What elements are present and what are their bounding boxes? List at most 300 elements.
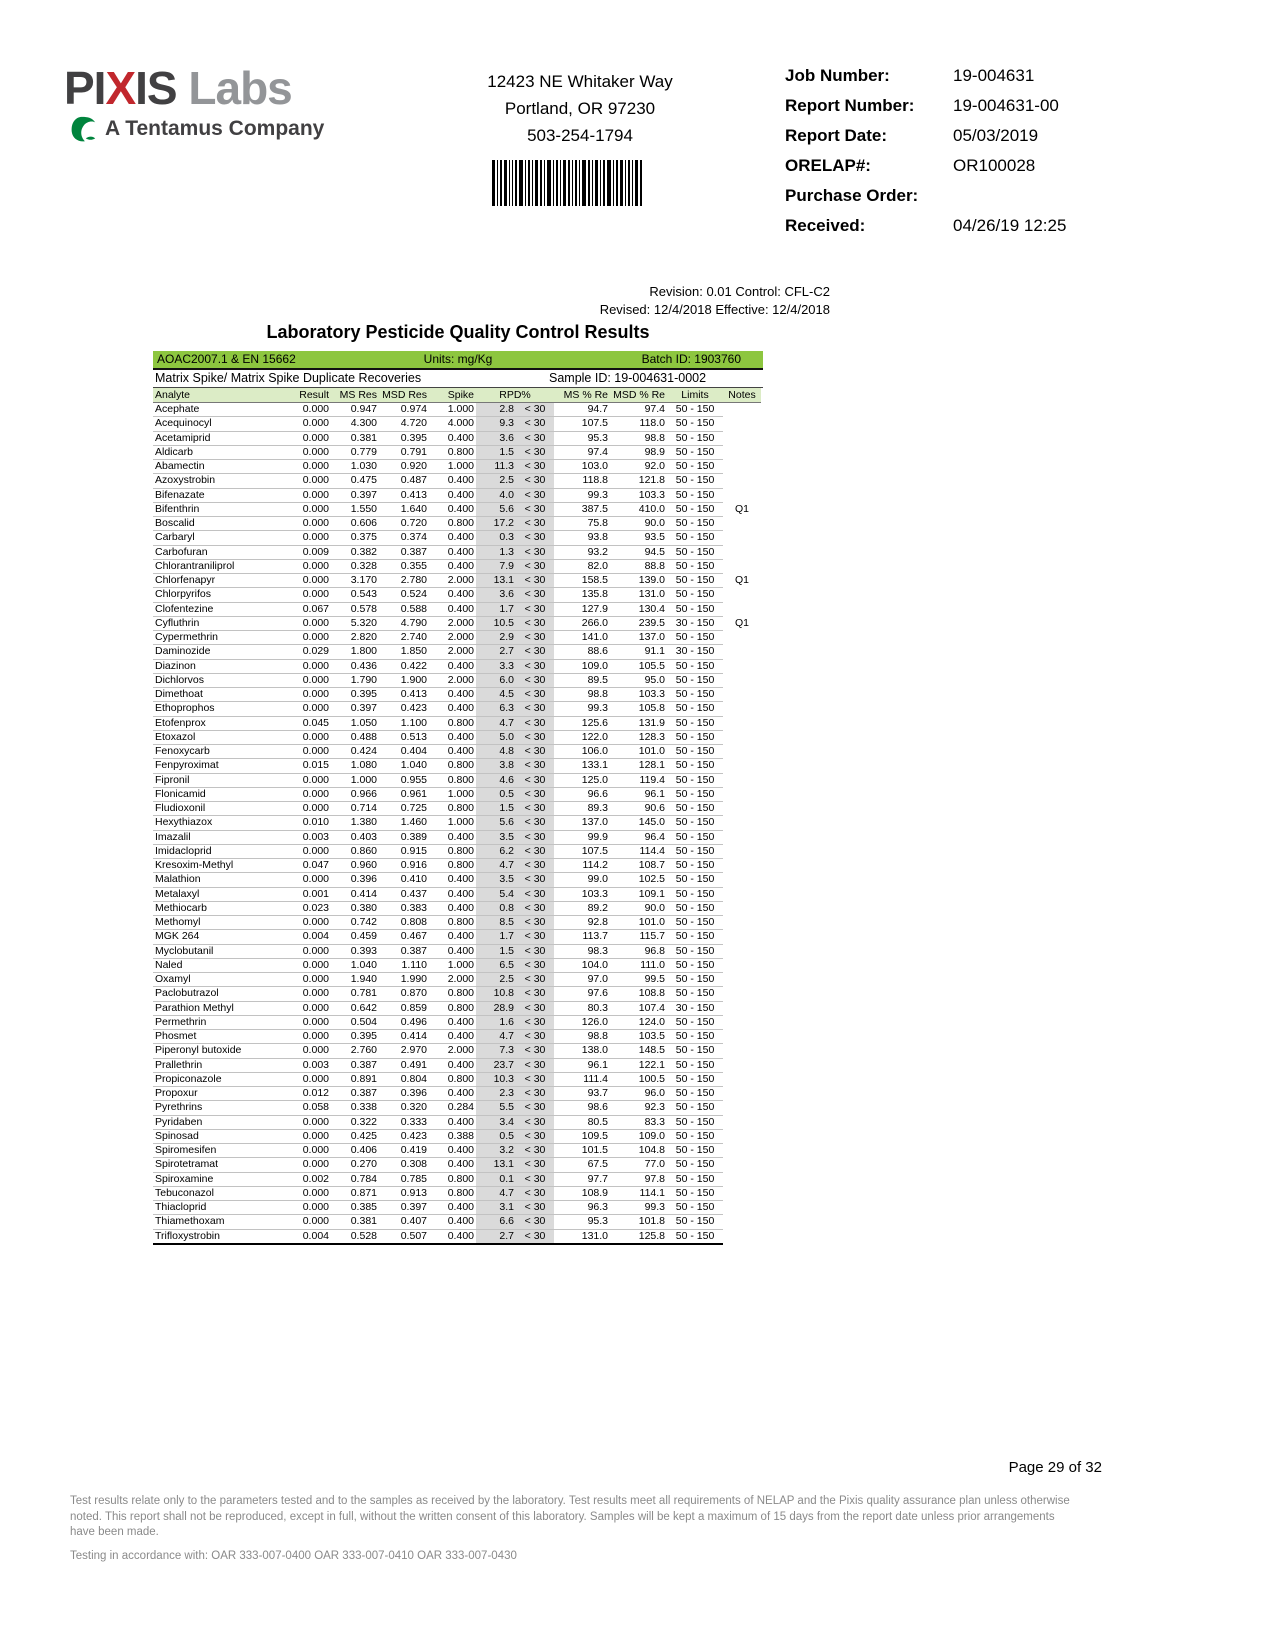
ms-pct-recovery-cell: 135.8 [554, 588, 610, 602]
ms-pct-recovery-cell: 97.4 [554, 445, 610, 459]
ms-res-cell: 0.393 [331, 944, 379, 958]
rpd-value-cell: 1.7 [476, 602, 516, 616]
result-cell: 0.000 [285, 958, 331, 972]
msd-pct-recovery-cell: 99.5 [610, 973, 667, 987]
ms-pct-recovery-cell: 89.5 [554, 673, 610, 687]
ms-res-cell: 0.459 [331, 930, 379, 944]
tentamus-leaf-icon [68, 114, 98, 144]
ms-pct-recovery-cell: 138.0 [554, 1044, 610, 1058]
rpd-limit-cell: < 30 [516, 645, 554, 659]
analyte-cell: Dichlorvos [153, 673, 285, 687]
qc-results-table [153, 351, 763, 1245]
rpd-limit-cell: < 30 [516, 901, 554, 915]
table-row [153, 844, 761, 858]
analyte-cell: Methiocarb [153, 901, 285, 915]
rpd-limit-cell: < 30 [516, 1072, 554, 1086]
ms-res-cell: 1.030 [331, 460, 379, 474]
analyte-cell: Thiamethoxam [153, 1215, 285, 1229]
notes-cell [723, 688, 761, 702]
ms-res-cell: 0.960 [331, 859, 379, 873]
ms-res-cell: 0.488 [331, 730, 379, 744]
ms-res-cell: 0.382 [331, 545, 379, 559]
result-cell: 0.000 [285, 916, 331, 930]
spike-cell: 0.400 [429, 559, 476, 573]
notes-cell [723, 1158, 761, 1172]
rpd-value-cell: 5.5 [476, 1101, 516, 1115]
analyte-table [153, 388, 761, 1245]
msd-pct-recovery-cell: 109.1 [610, 887, 667, 901]
table-row [153, 916, 761, 930]
analyte-cell: Etofenprox [153, 716, 285, 730]
ms-pct-recovery-cell: 98.6 [554, 1101, 610, 1115]
msd-pct-recovery-cell: 105.8 [610, 702, 667, 716]
table-row [153, 802, 761, 816]
rpd-value-cell: 10.3 [476, 1072, 516, 1086]
result-cell: 0.000 [285, 588, 331, 602]
msd-pct-recovery-cell: 107.4 [610, 1001, 667, 1015]
table-row [153, 460, 761, 474]
table-row [153, 645, 761, 659]
rpd-value-cell: 1.3 [476, 545, 516, 559]
rpd-value-cell: 6.5 [476, 958, 516, 972]
limits-cell: 50 - 150 [667, 716, 723, 730]
notes-cell [723, 474, 761, 488]
limits-cell: 50 - 150 [667, 958, 723, 972]
rpd-limit-cell: < 30 [516, 1101, 554, 1115]
ms-res-cell: 0.436 [331, 659, 379, 673]
limits-cell: 50 - 150 [667, 987, 723, 1001]
spike-cell: 1.000 [429, 787, 476, 801]
msd-pct-recovery-cell: 111.0 [610, 958, 667, 972]
ms-pct-recovery-cell: 93.7 [554, 1087, 610, 1101]
rpd-limit-cell: < 30 [516, 958, 554, 972]
notes-cell [723, 403, 761, 417]
rpd-limit-cell: < 30 [516, 1215, 554, 1229]
limits-cell: 30 - 150 [667, 616, 723, 630]
limits-cell: 50 - 150 [667, 887, 723, 901]
limits-cell: 50 - 150 [667, 1101, 723, 1115]
msd-res-cell: 0.320 [379, 1101, 429, 1115]
analyte-cell: Methomyl [153, 916, 285, 930]
notes-cell [723, 901, 761, 915]
rpd-value-cell: 4.7 [476, 1186, 516, 1200]
spike-cell: 2.000 [429, 645, 476, 659]
spike-cell: 0.400 [429, 588, 476, 602]
ms-res-cell: 3.170 [331, 574, 379, 588]
rpd-limit-cell: < 30 [516, 844, 554, 858]
address-line-2: Portland, OR 97230 [504, 99, 656, 118]
msd-res-cell: 0.422 [379, 659, 429, 673]
spike-cell: 2.000 [429, 1044, 476, 1058]
result-cell: 0.000 [285, 445, 331, 459]
analyte-cell: Myclobutanil [153, 944, 285, 958]
ms-pct-recovery-cell: 137.0 [554, 816, 610, 830]
ms-pct-recovery-cell: 106.0 [554, 745, 610, 759]
notes-cell [723, 830, 761, 844]
ms-pct-recovery-cell: 122.0 [554, 730, 610, 744]
notes-cell [723, 1044, 761, 1058]
table-row [153, 688, 761, 702]
notes-cell [723, 460, 761, 474]
analyte-cell: Spiromesifen [153, 1144, 285, 1158]
msd-pct-recovery-cell: 108.8 [610, 987, 667, 1001]
table-row [153, 1215, 761, 1229]
rpd-value-cell: 3.6 [476, 431, 516, 445]
msd-pct-recovery-cell: 101.0 [610, 916, 667, 930]
msd-pct-recovery-cell: 91.1 [610, 645, 667, 659]
ms-res-cell: 0.381 [331, 431, 379, 445]
msd-res-cell: 0.467 [379, 930, 429, 944]
rpd-value-cell: 0.5 [476, 787, 516, 801]
limits-cell: 50 - 150 [667, 916, 723, 930]
notes-cell [723, 445, 761, 459]
rpd-limit-cell: < 30 [516, 1158, 554, 1172]
rpd-value-cell: 10.8 [476, 987, 516, 1001]
batch-id-label: Batch ID: 1903760 [641, 352, 741, 366]
spike-cell: 0.400 [429, 1015, 476, 1029]
msd-pct-recovery-cell: 103.3 [610, 488, 667, 502]
ms-pct-recovery-cell: 99.3 [554, 702, 610, 716]
ms-pct-recovery-cell: 101.5 [554, 1144, 610, 1158]
msd-pct-recovery-cell: 118.0 [610, 417, 667, 431]
ms-pct-recovery-cell: 387.5 [554, 502, 610, 516]
result-cell: 0.000 [285, 787, 331, 801]
msd-pct-recovery-cell: 103.3 [610, 688, 667, 702]
result-cell: 0.002 [285, 1172, 331, 1186]
analyte-cell: Hexythiazox [153, 816, 285, 830]
ms-res-cell: 0.742 [331, 916, 379, 930]
rpd-value-cell: 1.5 [476, 802, 516, 816]
report-date-value: 05/03/2019 [953, 126, 1039, 145]
rpd-value-cell: 13.1 [476, 1158, 516, 1172]
info-row-orelap [785, 156, 1225, 176]
rpd-value-cell: 3.4 [476, 1115, 516, 1129]
received-value: 04/26/19 12:25 [953, 216, 1067, 235]
limits-cell: 50 - 150 [667, 688, 723, 702]
analyte-cell: Cyfluthrin [153, 616, 285, 630]
analyte-cell: Fenpyroximat [153, 759, 285, 773]
notes-cell [723, 745, 761, 759]
msd-res-cell: 1.990 [379, 973, 429, 987]
result-cell: 0.000 [285, 1201, 331, 1215]
rpd-limit-cell: < 30 [516, 816, 554, 830]
msd-pct-recovery-cell: 77.0 [610, 1158, 667, 1172]
spike-cell: 0.400 [429, 1215, 476, 1229]
result-cell: 0.000 [285, 688, 331, 702]
result-cell: 0.000 [285, 488, 331, 502]
msd-pct-recovery-cell: 104.8 [610, 1144, 667, 1158]
msd-res-cell: 0.387 [379, 545, 429, 559]
msd-pct-recovery-cell: 94.5 [610, 545, 667, 559]
analyte-cell: Dimethoat [153, 688, 285, 702]
notes-cell [723, 1172, 761, 1186]
ms-pct-recovery-cell: 108.9 [554, 1186, 610, 1200]
rpd-limit-cell: < 30 [516, 488, 554, 502]
analyte-cell: Chlorfenapyr [153, 574, 285, 588]
analyte-cell: Abamectin [153, 460, 285, 474]
table-row [153, 987, 761, 1001]
logo-wordmark [64, 64, 324, 112]
spike-cell: 4.000 [429, 417, 476, 431]
msd-res-cell: 0.524 [379, 588, 429, 602]
table-row [153, 1058, 761, 1072]
msd-res-cell: 0.423 [379, 1129, 429, 1143]
msd-pct-recovery-cell: 90.0 [610, 901, 667, 915]
limits-cell: 50 - 150 [675, 403, 715, 416]
rpd-limit-cell: < 30 [516, 987, 554, 1001]
spike-cell: 0.800 [429, 517, 476, 531]
msd-res-cell: 0.496 [379, 1015, 429, 1029]
rpd-value-cell: 6.0 [476, 673, 516, 687]
limits-cell: 50 - 150 [667, 787, 723, 801]
spike-cell: 0.400 [429, 1144, 476, 1158]
result-cell: 0.003 [285, 830, 331, 844]
spike-cell: 2.000 [429, 631, 476, 645]
analyte-cell: Chlorantraniliprol [153, 559, 285, 573]
ms-res-cell: 0.475 [331, 474, 379, 488]
spike-cell: 0.400 [429, 1087, 476, 1101]
result-cell: 0.000 [285, 1115, 331, 1129]
notes-cell [723, 887, 761, 901]
ms-res-cell: 0.779 [331, 445, 379, 459]
rpd-value-cell: 1.6 [476, 1015, 516, 1029]
rpd-value-cell: 4.5 [476, 688, 516, 702]
rpd-limit-cell: < 30 [516, 574, 554, 588]
msd-pct-recovery-cell: 139.0 [610, 574, 667, 588]
ms-res-cell: 2.820 [331, 631, 379, 645]
msd-res-cell: 0.804 [379, 1072, 429, 1086]
spike-cell: 0.800 [429, 859, 476, 873]
table-row [153, 958, 761, 972]
table-row [153, 716, 761, 730]
rpd-limit-cell: < 30 [516, 887, 554, 901]
ms-pct-recovery-cell: 98.8 [554, 688, 610, 702]
info-row-received [785, 216, 1225, 236]
notes-cell [723, 545, 761, 559]
result-cell: 0.000 [285, 944, 331, 958]
rpd-value-cell: 0.8 [476, 901, 516, 915]
ms-pct-recovery-cell: 94.7 [587, 403, 609, 416]
rpd-limit-cell: < 30 [516, 1129, 554, 1143]
limits-cell: 50 - 150 [667, 944, 723, 958]
notes-cell [723, 1015, 761, 1029]
limits-cell: 50 - 150 [667, 930, 723, 944]
table-row [153, 702, 761, 716]
rpd-value-cell: 1.5 [476, 944, 516, 958]
rpd-limit-cell: < 30 [516, 716, 554, 730]
col-header-rpd: RPD% [476, 388, 554, 403]
msd-res-cell: 0.387 [379, 944, 429, 958]
result-cell: 0.000 [285, 574, 331, 588]
table-row [153, 1144, 761, 1158]
table-row [153, 1087, 761, 1101]
analyte-cell: Clofentezine [153, 602, 285, 616]
msd-pct-recovery-cell: 98.9 [610, 445, 667, 459]
result-cell: 0.004 [285, 1229, 331, 1244]
ms-pct-recovery-cell: 97.7 [554, 1172, 610, 1186]
job-info-block [785, 66, 1225, 246]
address-line-1: 12423 NE Whitaker Way [487, 72, 673, 91]
ms-res-cell: 0.606 [331, 517, 379, 531]
result-cell: 0.000 [285, 1044, 331, 1058]
table-row [153, 1001, 761, 1015]
msd-res-cell: 2.780 [379, 574, 429, 588]
rpd-value-cell: 3.1 [476, 1201, 516, 1215]
notes-cell [723, 730, 761, 744]
notes-cell [723, 859, 761, 873]
ms-pct-recovery-cell: 97.0 [554, 973, 610, 987]
notes-cell [723, 958, 761, 972]
rpd-limit-cell: < 30 [516, 517, 554, 531]
limits-cell: 50 - 150 [667, 730, 723, 744]
msd-res-cell: 2.970 [379, 1044, 429, 1058]
notes-cell [723, 987, 761, 1001]
result-cell: 0.000 [285, 873, 331, 887]
result-cell: 0.029 [285, 645, 331, 659]
msd-pct-recovery-cell: 96.0 [610, 1087, 667, 1101]
ms-res-cell: 0.395 [331, 688, 379, 702]
spike-cell: 0.400 [429, 1201, 476, 1215]
spike-cell: 0.284 [429, 1101, 476, 1115]
rpd-value-cell: 2.9 [476, 631, 516, 645]
result-cell: 0.000 [285, 673, 331, 687]
notes-cell [723, 1030, 761, 1044]
ms-pct-recovery-cell: 93.2 [554, 545, 610, 559]
spike-cell: 2.000 [429, 973, 476, 987]
result-cell: 0.000 [285, 844, 331, 858]
msd-res-cell: 0.513 [379, 730, 429, 744]
ms-res-cell: 0.381 [331, 1215, 379, 1229]
rpd-value-cell: 13.1 [476, 574, 516, 588]
ms-pct-recovery-cell: 89.2 [554, 901, 610, 915]
revision-line-2: Revised: 12/4/2018 Effective: 12/4/2018 [599, 302, 830, 317]
rpd-limit-cell: < 30 [516, 659, 554, 673]
spike-cell: 0.800 [429, 987, 476, 1001]
spike-cell: 0.400 [429, 1058, 476, 1072]
limits-cell: 50 - 150 [667, 631, 723, 645]
rpd-limit-cell: < 30 [516, 1115, 554, 1129]
result-cell: 0.003 [285, 1058, 331, 1072]
msd-pct-recovery-cell: 128.3 [610, 730, 667, 744]
logo-text-x: X [105, 62, 136, 114]
result-cell: 0.000 [285, 1001, 331, 1015]
limits-cell: 50 - 150 [667, 702, 723, 716]
limits-cell: 50 - 150 [667, 545, 723, 559]
limits-cell: 50 - 150 [667, 531, 723, 545]
rpd-limit-cell: < 30 [516, 1044, 554, 1058]
spike-cell: 0.400 [429, 502, 476, 516]
ms-pct-recovery-cell: 67.5 [554, 1158, 610, 1172]
method-label: AOAC2007.1 & EN 15662 [157, 352, 296, 366]
ms-pct-recovery-cell: 104.0 [554, 958, 610, 972]
info-row-report-date [785, 126, 1225, 146]
notes-cell [723, 1229, 761, 1244]
rpd-value-cell: 3.5 [476, 830, 516, 844]
notes-cell [723, 1215, 761, 1229]
notes-cell [723, 659, 761, 673]
ms-res-cell: 1.080 [331, 759, 379, 773]
received-label: Received: [785, 216, 866, 235]
limits-cell: 50 - 150 [667, 773, 723, 787]
limits-cell: 50 - 150 [667, 517, 723, 531]
result-cell: 0.000 [285, 987, 331, 1001]
notes-cell [723, 930, 761, 944]
msd-res-cell: 0.355 [379, 559, 429, 573]
ms-res-cell: 0.387 [331, 1058, 379, 1072]
msd-pct-recovery-cell: 97.8 [610, 1172, 667, 1186]
table-row [153, 588, 761, 602]
spike-cell: 0.800 [429, 1186, 476, 1200]
rpd-limit-cell: < 30 [516, 745, 554, 759]
msd-res-cell: 4.720 [379, 417, 429, 431]
table-row [153, 559, 761, 573]
orelap-value: OR100028 [953, 156, 1036, 175]
result-cell: 0.000 [285, 474, 331, 488]
ms-res-cell: 0.395 [331, 1030, 379, 1044]
limits-cell: 50 - 150 [667, 1229, 723, 1244]
limits-cell: 30 - 150 [667, 645, 723, 659]
notes-cell [723, 602, 761, 616]
ms-pct-recovery-cell: 99.3 [554, 488, 610, 502]
rpd-value-cell: 0.5 [476, 1129, 516, 1143]
table-row [153, 745, 761, 759]
info-row-purchase-order [785, 186, 1225, 206]
result-cell: 0.067 [285, 602, 331, 616]
limits-cell: 50 - 150 [667, 830, 723, 844]
msd-pct-recovery-cell: 131.9 [610, 716, 667, 730]
msd-pct-recovery-cell: 125.8 [610, 1229, 667, 1244]
rpd-value-cell: 10.5 [476, 616, 516, 630]
result-cell: 0.015 [285, 759, 331, 773]
col-header-notes: Notes [723, 388, 761, 403]
col-header-msd-pct: MSD % Re [610, 388, 667, 403]
rpd-limit-cell: < 30 [516, 403, 554, 417]
msd-pct-recovery-cell: 90.6 [610, 802, 667, 816]
notes-cell [723, 1072, 761, 1086]
ms-pct-recovery-cell: 75.8 [554, 517, 610, 531]
result-cell: 0.000 [285, 1072, 331, 1086]
spike-cell: 1.000 [429, 958, 476, 972]
rpd-limit-cell: < 30 [516, 873, 554, 887]
msd-pct-recovery-cell: 101.0 [610, 745, 667, 759]
msd-pct-recovery-cell: 83.3 [610, 1115, 667, 1129]
msd-pct-recovery-cell: 99.3 [610, 1201, 667, 1215]
spike-cell: 0.800 [429, 802, 476, 816]
rpd-value-cell: 5.4 [476, 887, 516, 901]
msd-res-cell: 0.725 [379, 802, 429, 816]
ms-res-cell: 0.714 [331, 802, 379, 816]
spike-cell: 0.400 [429, 659, 476, 673]
page-number: Page 29 of 32 [1008, 1459, 1102, 1476]
table-row [153, 531, 761, 545]
ms-res-cell: 0.860 [331, 844, 379, 858]
analyte-cell: Phosmet [153, 1030, 285, 1044]
rpd-value-cell: 23.7 [476, 1058, 516, 1072]
analyte-cell: Spiroxamine [153, 1172, 285, 1186]
analyte-cell: Thiacloprid [153, 1201, 285, 1215]
ms-pct-recovery-cell: 80.5 [554, 1115, 610, 1129]
rpd-limit-cell: < 30 [516, 1172, 554, 1186]
table-row [153, 887, 761, 901]
logo-text-labs: Labs [176, 62, 292, 114]
ms-pct-recovery-cell: 141.0 [554, 631, 610, 645]
ms-res-cell: 0.966 [331, 787, 379, 801]
spike-cell: 0.400 [429, 431, 476, 445]
msd-res-cell: 0.414 [379, 1030, 429, 1044]
notes-cell [723, 844, 761, 858]
notes-cell [723, 759, 761, 773]
result-cell: 0.012 [285, 1087, 331, 1101]
